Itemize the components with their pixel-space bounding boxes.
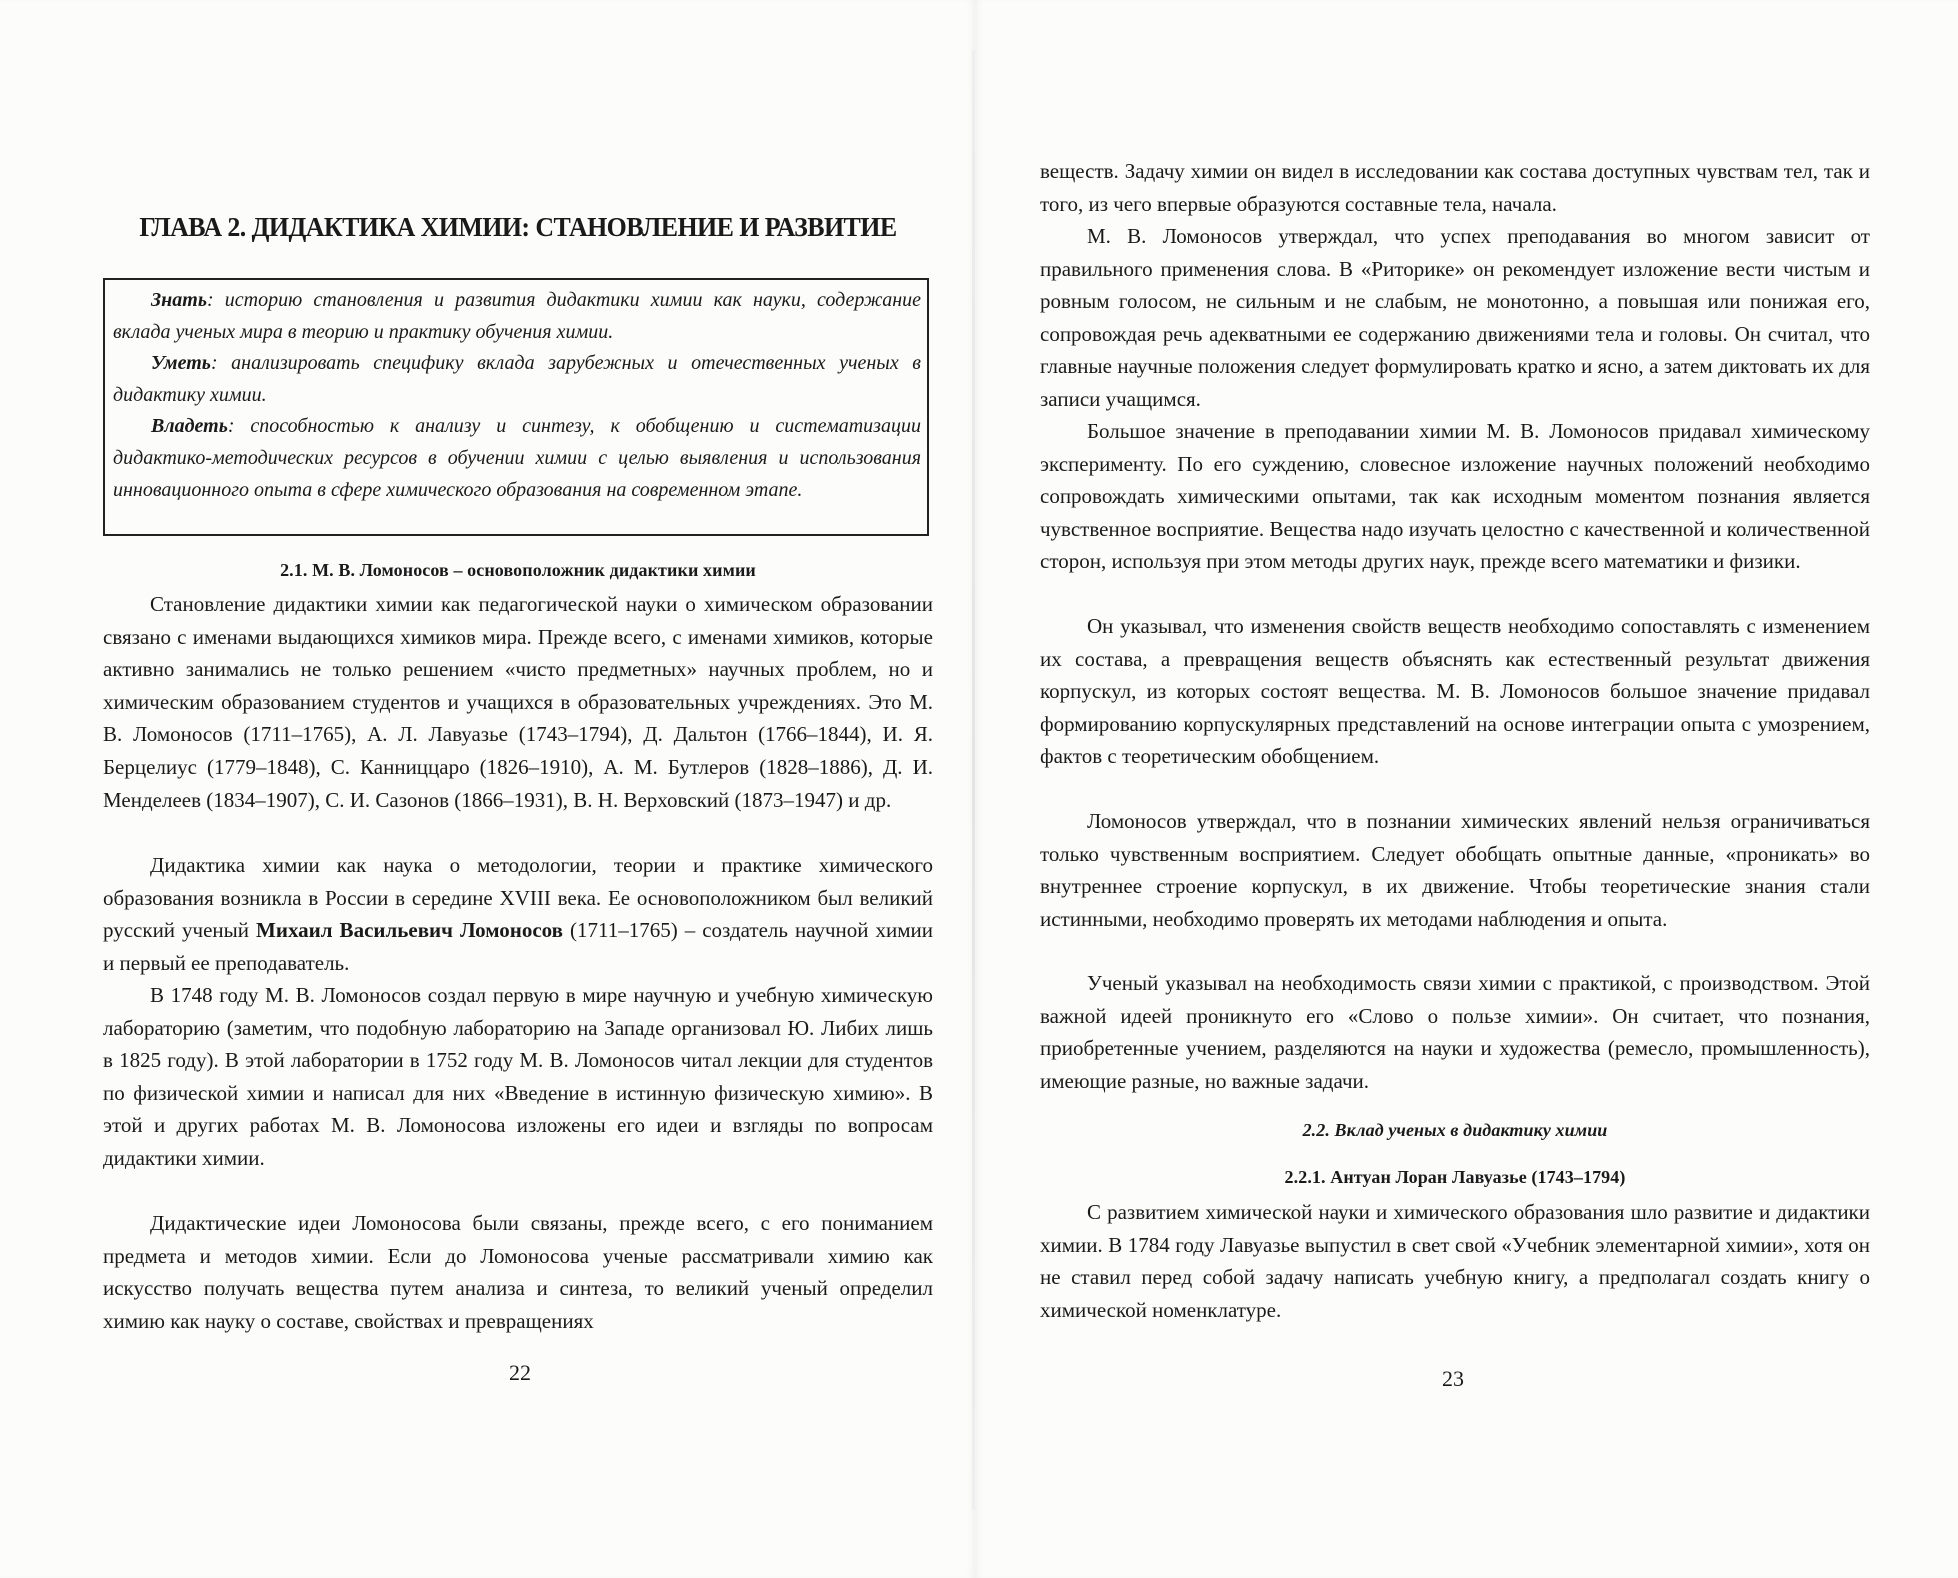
page-number-right: 23 <box>1442 1366 1464 1391</box>
paragraph-right-6: Ученый указывал на необходимость связи химии с практикой, с производством. Этой важной идеей проникнуто его «Слово о пользе химии». Он считает, что познания, приобретенные учением, разделяются на науки и художества (ремесло, промышленность), имеющие разные, но важные задачи. <box>1040 971 1870 1093</box>
goal-can-text: : анализировать специфику вклада зарубежных и отечественных ученых в дидактику химии. <box>113 352 921 406</box>
paragraph-right-2: М. В. Ломоносов утверждал, что успех преподавания во многом зависит от правильного применения слова. В «Риторике» он рекомендует изложение вести чистым и ровным голосом, не сильным и не слабым, не монотонно, а повышая или понижая его, сопровождая речь адекватными ее содержанию движениями тела и головы. Он считал, что главные научные положения следует формулировать кратко и ясно, а затем диктовать их для записи учащимся. <box>1040 224 1870 411</box>
goal-know-text: : историю становления и развития дидактики химии как науки, содержание вклада ученых мира в теорию и практику обучения химии. <box>113 289 921 343</box>
paragraph-left-2-end: (1711–1765) – создатель научной химии и первый ее преподаватель. <box>103 918 934 975</box>
goal-can <box>113 348 921 411</box>
goal-master-label: Владеть <box>151 415 228 438</box>
goal-can-label: Уметь <box>151 352 211 375</box>
paragraph-left-2-start: Дидактика химии как наука о методологии, теории и практике химического образования возникла в России в середине XVIII века. Ее основоположником был великий русский ученый <box>103 853 933 943</box>
paragraph-left-4: Дидактические идеи Ломоносова были связаны, прежде всего, с его пониманием предмета и методов химии. Если до Ломоносова ученые рассматривали химию как искусство получать вещества путем анализа и синтеза, то великий ученый определил химию как науку о составе, свойствах и превращениях <box>103 1211 933 1333</box>
paragraph-right-4: Он указывал, что изменения свойств веществ необходимо сопоставлять с изменением их состава, а превращения веществ объяснять как естественный результат движения корпускул, из которых состоят вещества. М. В. Ломоносов большое значение придавал формированию корпускулярных представлений на основе интеграции опыта с умозрением, фактов с теоретическим обобщением. <box>1040 614 1870 769</box>
goal-know-label: Знать <box>151 289 207 311</box>
learning-goals-box <box>103 278 929 536</box>
paragraph-right-7: С развитием химической науки и химического образования шло развитие и дидактики химии. В 1784 году Лавуазье выпустил в свет свой «Учебник элементарной химии», хотя он не ставил перед собой задачу написать учебную книгу, а предполагал создать книгу о химической номенклатуре. <box>1040 1200 1870 1322</box>
goal-master <box>113 411 921 506</box>
paragraph-right-5: Ломоносов утверждал, что в познании химических явлений нельзя ограничиваться только чувственным восприятием. Следует обобщать опытные данные, «проникать» во внутреннее строение корпускул, в их движение. Чтобы теоретические знания стали истинными, необходимо проверять их методами наблюдения и опыта. <box>1040 809 1870 931</box>
subsection-heading-2-2-1: 2.2.1. Антуан Лоран Лавуазье (1743–1794) <box>1284 1167 1626 1187</box>
chapter-title: ГЛАВА 2. ДИДАКТИКА ХИМИИ: СТАНОВЛЕНИЕ И РАЗВИТИЕ <box>139 212 897 242</box>
paragraph-left-3: В 1748 году М. В. Ломоносов создал первую в мире научную и учебную химическую лабораторию (заметим, что подобную лабораторию на Западе организовал Ю. Либих лишь в 1825 году). В этой лаборатории в 1752 году М. В. Ломоносов читал лекции для студентов по физической химии и написал для них «Введение в истинную физическую химию». В этой и других работах М. В. Ломоносова изложены его идеи и взгляды по вопросам дидактики химии. <box>103 983 933 1170</box>
section-heading-2-2: 2.2. Вклад ученых в дидактику химии <box>1302 1120 1608 1140</box>
book-gutter <box>972 50 975 1510</box>
paragraph-right-1: веществ. Задачу химии он видел в исследовании как состава доступных чувствам тел, так и того, из чего впервые образуются составные тела, начала. <box>1040 159 1870 216</box>
page-number-left: 22 <box>509 1360 531 1385</box>
section-heading-2-1: 2.1. М. В. Ломоносов – основоположник дидактики химии <box>280 560 756 580</box>
goal-master-text: : способностью к анализу и синтезу, к обобщению и систематизации дидактико-методических ресурсов в обучении химии с целью выявления и использования инновационного опыта в сфере химического образования на современном этапе. <box>113 415 921 501</box>
paragraph-left-1: Становление дидактики химии как педагогической науки о химическом образовании связано с именами выдающихся химиков мира. Прежде всего, с именами химиков, которые активно занимались не только решением «чисто предметных» научных проблем, но и химическим образованием студентов и учащихся в образовательных учреждениях. Это М. В. Ломоносов (1711–1765), А. Л. Лавуазье (1743–1794), Д. Дальтон (1766–1844), И. Я. Берцелиус (1779–1848), С. Канниццаро (1826–1910), А. М. Бутлеров (1828–1886), Д. И. Менделеев (1834–1907), С. И. Сазонов (1866–1931), В. Н. Верховский (1873–1947) и др. <box>103 592 933 812</box>
paragraph-right-3: Большое значение в преподавании химии М. В. Ломоносов придавал химическому эксперименту. По его суждению, словесное изложение научных положений необходимо сопровождать химическими опытами, так как исходным моментом познания является чувственное восприятие. Вещества надо изучать целостно с качественной и количественной сторон, используя при этом методы других наук, прежде всего математики и физики. <box>1040 419 1870 574</box>
goal-know <box>113 285 921 348</box>
lomonosov-name: Михаил Васильевич Ломоносов <box>256 918 563 943</box>
paragraph-left-2 <box>103 849 933 979</box>
